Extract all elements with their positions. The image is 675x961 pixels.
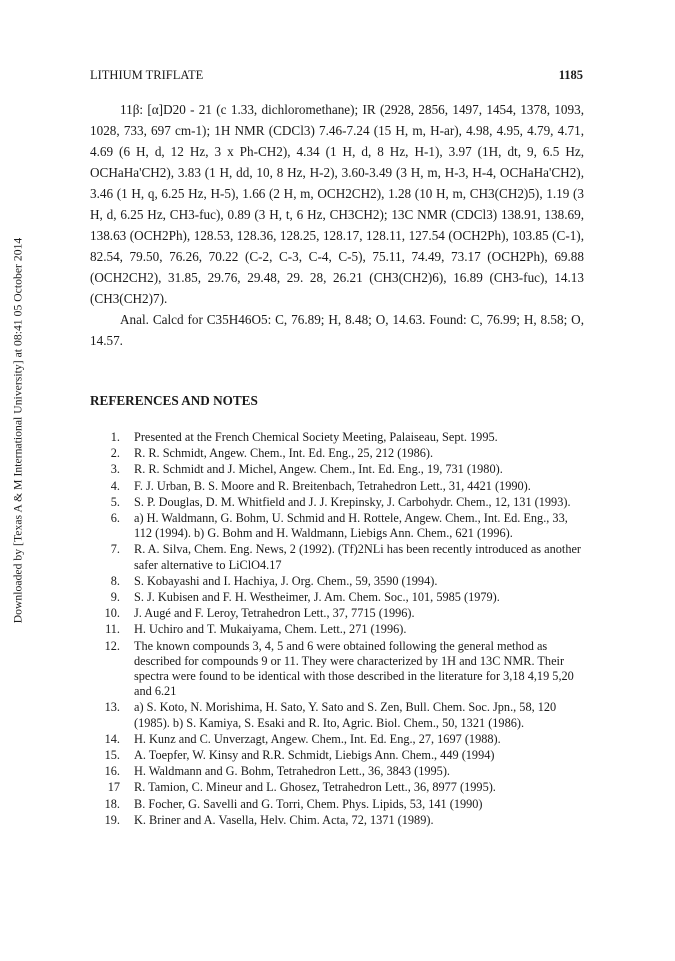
reference-item: 8. S. Kobayashi and I. Hachiya, J. Org. Chem., 59, 3590 (1994). <box>110 573 438 588</box>
page-header <box>90 68 583 83</box>
reference-item: 10. J. Augé and F. Leroy, Tetrahedron Lett., 37, 7715 (1996). <box>104 606 415 621</box>
reference-item: 2. R. R. Schmidt, Angew. Chem., Int. Ed. Eng., 25, 212 (1986). <box>110 446 434 461</box>
reference-item: 19. K. Briner and A. Vasella, Helv. Chim. Acta, 72, 1371 (1989). <box>104 812 434 827</box>
reference-item: 16. H. Waldmann and G. Bohm, Tetrahedron Lett., 36, 3843 (1995). <box>104 764 450 779</box>
compound-characterization: 11β: [α]D20 - 21 (c 1.33, dichloromethane); IR (2928, 2856, 1497, 1454, 1378, 1093, 1028, 733, 697 cm-1); 1H NMR (CDCl3) 7.46-7.24 (15 H, m, H-ar), 4.98, 4.95, 4.79, 4.71, 4.69 (6 H, d, 12 Hz, 3 x Ph-CH2), 4.34 (1 H, d, 8 Hz, H-1), 3.97 (1H, dt, 9, 6.5 Hz, OCHaHa'CH2), 3.83 (1 H, dd, 10, 8 Hz, H-2), 3.60-3.49 (3 H, m, H-3, H-4, OCHaHa'CH2), 3.46 (1 H, q, 6.25 Hz, H-5), 1.66 (2 H, m, OCH2CH2), 1.28 (10 H, m, CH3(CH2)5), 1.19 (3 H, d, 6.25 Hz, CH3-fuc), 0.89 (3 H, t, 6 Hz, CH3CH2); 13C NMR (CDCl3) 138.91, 138.69, 138.63 (OCH2Ph), 128.53, 128.36, 128.25, 128.17, 128.11, 127.54 (OCH2Ph), 103.85 (C-1), 82.54, 79.50, 76.26, 70.22 (C-2, C-3, C-4, C-5), 75.11, 74.49, 73.17 (OCH2Ph), 69.88 (OCH2CH2), 31.85, 29.76, 29.48, 29. 28, 26.21 (CH3(CH2)6), 16.89 (CH3-fuc), 14.13 (CH3(CH2)7). <box>90 102 584 306</box>
reference-item: 9. S. J. Kubisen and F. H. Westheimer, J. Am. Chem. Soc., 101, 5985 (1979). <box>110 590 500 605</box>
reference-item: 11. H. Uchiro and T. Mukaiyama, Chem. Lett., 271 (1996). <box>105 622 407 637</box>
reference-item: 14. H. Kunz and C. Unverzagt, Angew. Chem., Int. Ed. Eng., 27, 1697 (1988). <box>104 731 501 746</box>
running-title: LITHIUM TRIFLATE <box>90 68 204 82</box>
reference-item: 6. a) H. Waldmann, G. Bohm, U. Schmid and H. Rottele, Angew. Chem., Int. Ed. Eng., 33, 112 (1994). b) G. Bohm and H. Waldmann, Liebigs Ann. Chem., 621 (1996). <box>110 511 568 541</box>
reference-item: 17 R. Tamion, C. Mineur and L. Ghosez, Tetrahedron Lett., 36, 8977 (1995). <box>107 780 496 795</box>
reference-item: 12. The known compounds 3, 4, 5 and 6 were obtained following the general method as described for compounds 9 or 11. They were characterized by 1H and 13C NMR. Their spectra were found to be identical with those described in the literature for 3,18 4,19 5,20 and 6.21 <box>104 638 574 699</box>
reference-item: 1. Presented at the French Chemical Society Meeting, Palaiseau, Sept. 1995. <box>110 430 498 444</box>
reference-item: 15. A. Toepfer, W. Kinsy and R.R. Schmidt, Liebigs Ann. Chem., 449 (1994) <box>104 748 495 763</box>
elemental-analysis: Anal. Calcd for C35H46O5: C, 76.89; H, 8.48; O, 14.63. Found: C, 76.99; H, 8.58; O, 14.57. <box>90 312 584 348</box>
download-watermark <box>7 150 29 710</box>
reference-item: 13. a) S. Koto, N. Morishima, H. Sato, Y. Sato and S. Zen, Bull. Chem. Soc. Jpn., 58, 120 (1985). b) S. Kamiya, S. Esaki and R. Ito, Agric. Biol. Chem., 50, 1321 (1986). <box>104 700 557 730</box>
reference-item: 5. S. P. Douglas, D. M. Whitfield and J. J. Krepinsky, J. Carbohydr. Chem., 12, 131 (1993). <box>110 494 571 509</box>
reference-item: 18. B. Focher, G. Savelli and G. Torri, Chem. Phys. Lipids, 53, 141 (1990) <box>104 796 483 811</box>
page-number: 1185 <box>558 68 583 82</box>
reference-item: 4. F. J. Urban, B. S. Moore and R. Breitenbach, Tetrahedron Lett., 31, 4421 (1990). <box>110 478 531 493</box>
references-heading: REFERENCES AND NOTES <box>90 393 258 408</box>
page-body <box>90 99 584 829</box>
references-list <box>90 430 584 828</box>
reference-item: 3. R. R. Schmidt and J. Michel, Angew. Chem., Int. Ed. Eng., 19, 731 (1980). <box>110 462 503 477</box>
reference-item: 7. R. A. Silva, Chem. Eng. News, 2 (1992). (Tf)2NLi has been recently introduced as another safer alternative to LiClO4.17 <box>110 542 582 572</box>
download-watermark-text: Downloaded by [Texas A & M International University] at 08:41 05 October 2014 <box>11 237 25 623</box>
